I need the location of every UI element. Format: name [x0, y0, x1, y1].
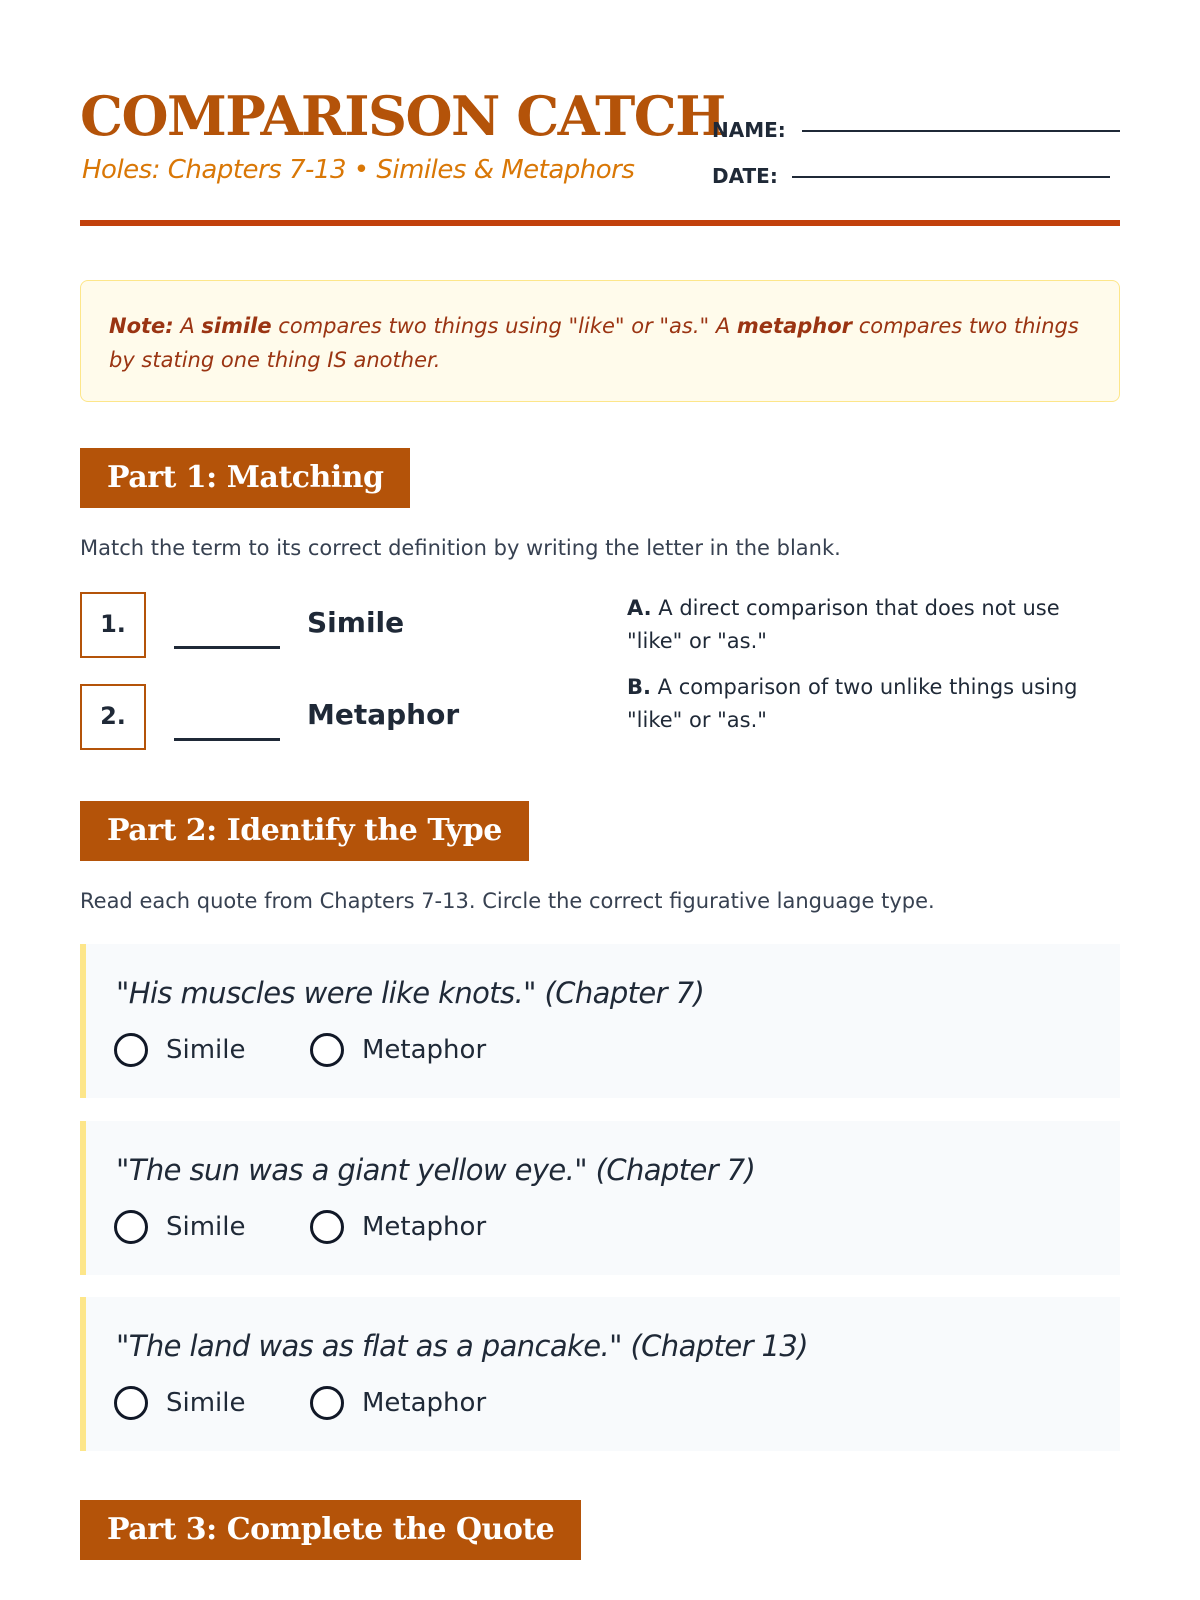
- definition-letter: B.: [627, 675, 651, 699]
- question-card: [80, 1121, 1120, 1275]
- worksheet-title: COMPARISON CATCH: [80, 84, 725, 148]
- radio-circle-icon[interactable]: [114, 1210, 148, 1244]
- option-metaphor[interactable]: [310, 1207, 486, 1247]
- option-label: Simile: [166, 1035, 246, 1065]
- option-label: Simile: [166, 1212, 246, 1242]
- option-label: Simile: [166, 1388, 246, 1418]
- note-simile: simile: [201, 314, 272, 338]
- answer-blank[interactable]: [174, 646, 280, 649]
- definition-text: A direct comparison that does not use "like" or "as.": [627, 596, 1060, 653]
- worksheet-subtitle: Holes: Chapters 7-13 • Similes & Metaphors: [82, 155, 635, 185]
- question-card: [80, 944, 1120, 1098]
- worksheet-header: [80, 84, 1120, 226]
- note-text-2: compares two things using "like" or "as." A: [271, 314, 737, 338]
- option-simile[interactable]: [114, 1207, 246, 1247]
- item-number-box: 2.: [80, 684, 146, 750]
- definition-note: [80, 280, 1120, 402]
- question-quote: "The sun was a giant yellow eye." (Chapter 7): [116, 1153, 756, 1187]
- date-label: DATE:: [712, 164, 778, 188]
- name-label: NAME:: [712, 118, 786, 142]
- note-lead: Note:: [109, 314, 174, 338]
- note-text-1: A: [173, 314, 202, 338]
- radio-circle-icon[interactable]: [310, 1386, 344, 1420]
- definition-letter: A.: [627, 596, 652, 620]
- option-label: Metaphor: [362, 1212, 487, 1242]
- option-label: Metaphor: [362, 1388, 487, 1418]
- answer-blank[interactable]: [174, 738, 280, 741]
- option-metaphor[interactable]: [310, 1030, 486, 1070]
- matching-term: Metaphor: [307, 698, 460, 731]
- part1-heading: Part 1: Matching: [80, 448, 410, 508]
- part1-instructions: Match the term to its correct definition by writing the letter in the blank.: [80, 536, 841, 560]
- radio-circle-icon[interactable]: [310, 1210, 344, 1244]
- date-field[interactable]: [792, 176, 1110, 178]
- part3-heading: Part 3: Complete the Quote: [80, 1500, 581, 1560]
- item-number-box: 1.: [80, 592, 146, 658]
- option-metaphor[interactable]: [310, 1383, 486, 1423]
- radio-circle-icon[interactable]: [114, 1386, 148, 1420]
- option-simile[interactable]: [114, 1383, 246, 1423]
- option-label: Metaphor: [362, 1035, 487, 1065]
- definition-text: A comparison of two unlike things using "like" or "as.": [627, 675, 1078, 732]
- radio-circle-icon[interactable]: [114, 1033, 148, 1067]
- header-divider: [80, 220, 1120, 226]
- definition-a: [627, 592, 1107, 658]
- name-field[interactable]: [802, 130, 1120, 132]
- note-metaphor: metaphor: [736, 314, 853, 338]
- matching-term: Simile: [307, 606, 405, 639]
- question-quote: "The land was as flat as a pancake." (Chapter 13): [116, 1329, 808, 1363]
- option-simile[interactable]: [114, 1030, 246, 1070]
- radio-circle-icon[interactable]: [310, 1033, 344, 1067]
- part2-heading: Part 2: Identify the Type: [80, 801, 529, 861]
- part2-instructions: Read each quote from Chapters 7-13. Circle the correct figurative language type.: [80, 889, 935, 913]
- worksheet-page: [80, 0, 1120, 1600]
- note-text-3: compares two things by stating one thing IS another.: [109, 314, 1079, 372]
- question-card: [80, 1297, 1120, 1451]
- definition-b: [627, 671, 1107, 737]
- question-quote: "His muscles were like knots." (Chapter 7): [116, 976, 705, 1010]
